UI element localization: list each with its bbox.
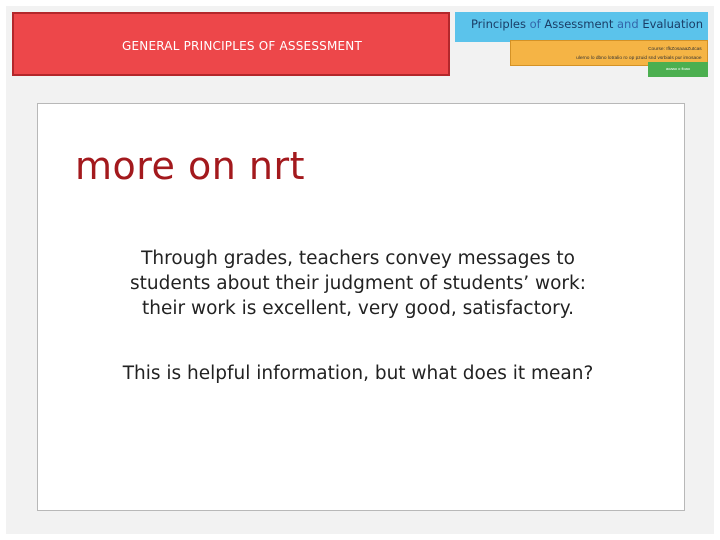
paragraph-line: their work is excellent, very good, satisfactory. [142, 298, 574, 319]
slide-paragraph-1 [78, 246, 638, 321]
course-tag-box [648, 62, 708, 77]
course-info-line-1: Course: IfkZosaaaZutcas [648, 45, 702, 51]
course-tag: aoaao o fioao [665, 66, 691, 71]
section-banner-label: GENERAL PRINCIPLES OF ASSESSMENT [122, 39, 363, 53]
course-title: Principles of Assessment and Evaluation [470, 17, 703, 31]
slide-paragraph-2: This is helpful information, but what does it mean? [122, 363, 594, 384]
paragraph-line: Through grades, teachers convey messages to [141, 248, 575, 269]
course-title-box [455, 12, 708, 42]
slide-content [37, 103, 685, 511]
paragraph-line: students about their judgment of students’ work: [130, 273, 586, 294]
course-info-line-2: ulerno lo dbno lotralio ro op pzuid snd vsrbials pur imosaoe [576, 54, 702, 60]
section-banner [12, 12, 450, 76]
slide-title: more on nrt [75, 144, 306, 188]
